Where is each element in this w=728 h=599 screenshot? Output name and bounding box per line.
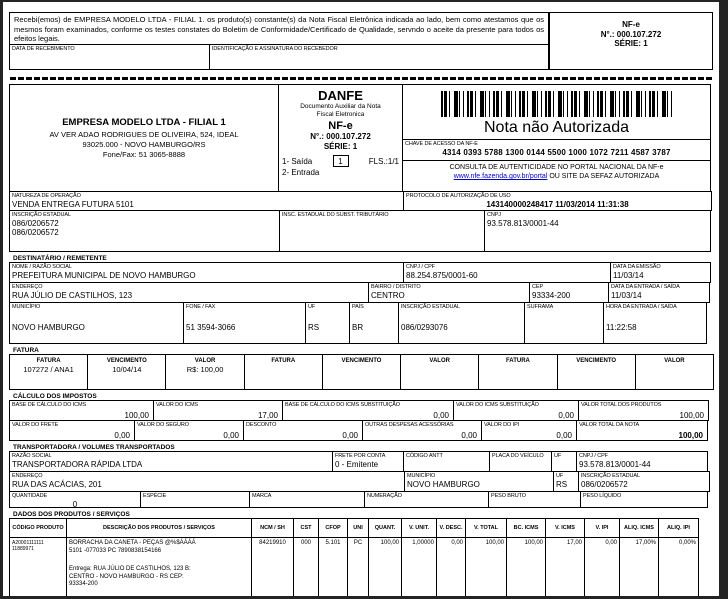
field-dest-inscricao-estadual — [398, 302, 525, 344]
field-inscricao-estadual-emitente — [9, 210, 280, 252]
dest-ie-value: 086/0293076 — [401, 322, 448, 332]
dest-uf-label: UF — [308, 304, 316, 310]
dest-municipio-value: NOVO HAMBURGO — [12, 322, 85, 332]
protocolo-value: 143140000248417 11/03/2014 11:31:38 — [486, 199, 629, 209]
canhoto-nfe-numero: N°.: 000.107.272 — [600, 29, 662, 39]
field-transp-razao-social: RAZÃO SOCIAL TRANSPORTADORA RÁPIDA LTDA — [9, 451, 333, 472]
fatura-3-valor: VALOR — [635, 354, 714, 390]
field-transp-uf-1: UF — [551, 451, 577, 472]
field-peso-liquido: PESO LÍQUIDO — [580, 491, 708, 508]
field-chave-acesso — [402, 139, 711, 161]
field-hora-entrada-saida — [603, 302, 707, 344]
fatura-3-vencimento: VENCIMENTO — [557, 354, 636, 390]
dest-cep-value: 93334-200 — [532, 290, 571, 300]
field-numeracao: NUMERAÇÃO — [364, 491, 489, 508]
data-entrada-value: 11/03/14 — [611, 290, 642, 300]
field-dest-cep — [529, 282, 609, 303]
section-impostos: CÁLCULO DOS IMPOSTOS — [13, 393, 97, 400]
emitente-nome: EMPRESA MODELO LTDA - FILIAL 1 — [62, 116, 226, 128]
fatura-3-numero: FATURA — [478, 354, 557, 390]
cnpj-emitente-value: 93.578.813/0001-44 — [487, 218, 559, 228]
dest-pais-value: BR — [352, 322, 364, 332]
produto-v-ipi: 0,00 — [584, 537, 620, 596]
danfe-title: DANFE — [318, 88, 363, 103]
produto-uni: PC — [347, 537, 369, 596]
field-dest-bairro — [368, 282, 530, 303]
produto-v-desc: 0,00 — [436, 537, 466, 596]
protocolo-label: PROTOCOLO DE AUTORIZAÇÃO DE USO — [406, 193, 511, 199]
field-dest-fone — [183, 302, 306, 344]
col-quant: QUANT. — [368, 518, 402, 538]
canhoto-left — [10, 13, 550, 70]
field-dest-pais — [349, 302, 399, 344]
col-v-ipi: V. IPI — [584, 518, 620, 538]
produto-descricao: BORRACHA DA CANETA - PEÇAS @%$ÁÁÁÁ 5101 -077033 PC 7890838154166 Entrega: RUA JÚLIO DE CASTILHOS, 123 B: CENTRO - NOVO HAMBURGO - RS CEP: 93334-200 — [66, 537, 252, 596]
dest-bairro-value: CENTRO — [371, 290, 405, 300]
receipt-text: Recebi(emos) de EMPRESA MODELO LTDA - FILIAL 1. os produto(s) constante(s) da Nota Fiscal Eletrônica indicada ao lado, bem como atestamos que os mesmos foram examinados, conforme os testes constates do Boletim de Conformidade/Certificado de Qualidade, servndo o aceite da presente para todos os efeitos legais. — [9, 12, 549, 45]
field-dest-uf — [305, 302, 350, 344]
field-placa-veiculo: PLACA DO VEÍCULO — [489, 451, 552, 472]
field-valor-icms: VALOR DO ICMS 17,00 — [153, 400, 283, 421]
field-data-entrada-saida — [608, 282, 710, 303]
produto-cst: 000 — [293, 537, 319, 596]
field-desconto: DESCONTO 0,00 — [243, 420, 363, 441]
col-bc-icms: BC. ICMS — [506, 518, 546, 538]
field-codigo-antt: CÓDIGO ANTT — [403, 451, 490, 472]
col-v-icms: V. ICMS — [545, 518, 585, 538]
field-valor-total-nota: VALOR TOTAL DA NOTA 100,00 — [576, 420, 708, 441]
dest-bairro-label: BAIRRO / DISTRITO — [371, 284, 421, 290]
dest-endereco-label: ENDEREÇO — [12, 284, 43, 290]
produto-codigo: A20001111111 11889971 — [9, 537, 67, 596]
produto-v-unit: 1,00000 — [401, 537, 437, 596]
valor-col-header: VALOR — [194, 358, 216, 364]
field-dest-endereco — [9, 282, 369, 303]
inscricao-estadual-label: INSCRIÇÃO ESTADUAL — [12, 212, 71, 218]
fatura-2-numero: FATURA — [244, 354, 323, 390]
field-dest-nome — [9, 262, 404, 283]
danfe-nfe: NF-e — [328, 120, 353, 132]
autorizacao-column — [403, 85, 712, 192]
canhoto — [10, 13, 714, 70]
fatura-2-vencimento: VENCIMENTO — [322, 354, 401, 390]
data-emissao-value: 11/03/14 — [613, 270, 644, 280]
col-ncm: NCM / SH — [251, 518, 294, 538]
field-data-recebimento — [9, 44, 210, 70]
produto-aliq-ipi: 0,00% — [658, 537, 699, 596]
field-quantidade: QUANTIDADE 0 — [9, 491, 141, 508]
field-valor-total-produtos: VALOR TOTAL DOS PRODUTOS 100,00 — [578, 400, 709, 421]
ie-subst-label: INSC. ESTADUAL DO SUBST. TRIBUTÁRIO — [282, 212, 389, 218]
field-valor-frete: VALOR DO FRETE 0,00 — [9, 420, 135, 441]
col-aliq-icms: ALIQ. ICMS — [619, 518, 659, 538]
field-dest-municipio — [9, 302, 184, 344]
field-ie-subst-tributario — [279, 210, 485, 252]
fatura-1-valor — [165, 354, 244, 390]
barcode-box — [402, 84, 711, 140]
status-nota-nao-autorizada: Nota não Autorizada — [484, 119, 629, 136]
col-v-total: V. TOTAL — [465, 518, 507, 538]
dest-municipio-label: MUNICÍPIO — [12, 304, 41, 310]
field-transp-cnpj: CNPJ / CPF 93.578.813/0001-44 — [576, 451, 708, 472]
danfe-document — [10, 13, 714, 596]
produto-v-icms: 17,00 — [545, 537, 585, 596]
section-produtos: DADOS DOS PRODUTOS / SERVIÇOS — [13, 511, 130, 518]
col-cst: CST — [293, 518, 319, 538]
danfe-box — [278, 84, 403, 192]
assinatura-recebedor-label: IDENTIFICAÇÃO E ASSINATURA DO RECEBEDOR — [212, 46, 338, 52]
fatura-1-valor-value: R$: 100,00 — [186, 365, 224, 374]
field-peso-bruto: PESO BRUTO — [488, 491, 581, 508]
consulta-line2 — [405, 172, 708, 181]
dest-fone-value: 51 3594-3066 — [186, 322, 236, 332]
field-protocolo-autorizacao — [403, 191, 712, 211]
dest-cnpj-label: CNPJ / CPF — [406, 264, 435, 270]
data-emissao-label: DATA DA EMISSÃO — [613, 264, 661, 270]
col-v-unit: V. UNIT. — [401, 518, 437, 538]
fatura-2-valor: VALOR — [400, 354, 479, 390]
field-assinatura-recebedor — [209, 44, 549, 70]
danfe-tipo-box: 1 — [333, 155, 349, 167]
inscricao-estadual-value-1: 086/0206572 — [12, 218, 59, 228]
dest-nome-label: NOME / RAZÃO SOCIAL — [12, 264, 72, 270]
danfe-serie: SÉRIE: 1 — [323, 142, 358, 151]
chave-acesso-label: CHAVE DE ACESSO DA NF-E — [405, 141, 478, 147]
col-cfop: CFOP — [318, 518, 348, 538]
produto-v-total: 100,00 — [465, 537, 507, 596]
field-transp-uf-2: UF RS — [553, 471, 579, 492]
danfe-fls: FLS.:1/1 — [368, 156, 399, 166]
danfe-subtitle-2: Fiscal Eletronica — [316, 110, 365, 118]
fatura-1-vencimento-value: 10/04/14 — [112, 365, 142, 374]
field-valor-icms-subst: VALOR DO ICMS SUBSTITUIÇÃO 0,00 — [453, 400, 579, 421]
data-entrada-label: DATA DA ENTRADA / SAÍDA — [611, 284, 680, 290]
field-transp-municipio: MUNICÍPIO NOVO HAMBURGO — [404, 471, 554, 492]
inscricao-estadual-value-2: 086/0206572 — [12, 228, 59, 237]
field-base-calculo-icms-subst: BASE DE CÁLCULO DO ICMS SUBSTITUIÇÃO 0,00 — [282, 400, 454, 421]
produto-cfop: 5.101 — [318, 537, 348, 596]
field-valor-ipi: VALOR DO IPI 0,00 — [481, 420, 577, 441]
dest-nome-value: PREFEITURA MUNICIPAL DE NOVO HAMBURGO — [12, 270, 196, 280]
section-destinatario: DESTINATÁRIO / REMETENTE — [13, 255, 107, 262]
produto-quant: 100,00 — [368, 537, 402, 596]
danfe-page — [3, 2, 719, 596]
canhoto-nfe-title: NF-e — [622, 20, 640, 29]
emitente-box — [9, 84, 279, 192]
section-transportadora: TRANSPORTADORA / VOLUMES TRANSPORTADOS — [13, 444, 175, 451]
natureza-operacao-label: NATUREZA DE OPERAÇÃO — [12, 193, 81, 199]
canhoto-nfe-box — [549, 12, 713, 70]
col-aliq-ipi: ALIQ. IPI — [658, 518, 699, 538]
dest-endereco-value: RUA JÚLIO DE CASTILHOS, 123 — [12, 290, 133, 300]
field-outras-despesas: OUTRAS DESPESAS ACESSÓRIAS 0,00 — [362, 420, 482, 441]
hora-entrada-value: 11:22:58 — [606, 322, 637, 332]
field-transp-endereco: ENDEREÇO RUA DAS ACÁCIAS, 201 — [9, 471, 405, 492]
danfe-entrada-label: 2- Entrada — [282, 168, 320, 177]
field-cnpj-emitente — [484, 210, 711, 252]
field-marca: MARCA — [249, 491, 365, 508]
dest-pais-label: PAÍS — [352, 304, 364, 310]
header-block — [10, 85, 714, 192]
suframa-value — [527, 311, 601, 323]
produtos-header-row — [10, 519, 714, 538]
hora-entrada-label: HORA DA ENTRADA / SAÍDA — [606, 304, 677, 310]
field-data-emissao — [610, 262, 711, 283]
field-transp-inscricao-estadual: INSCRIÇÃO ESTADUAL 086/0206572 — [578, 471, 710, 492]
emitente-cidade: 93025.000 - NOVO HAMBURGO/RS — [82, 139, 206, 149]
consulta-line1: CONSULTA DE AUTENTICIDADE NO PORTAL NACIONAL DA NF-e — [449, 164, 664, 171]
fatura-1-vencimento — [87, 354, 166, 390]
dest-cnpj-value: 88.254.875/0001-60 — [406, 270, 478, 280]
barcode — [441, 91, 673, 117]
suframa-label: SUFRAMA — [527, 304, 554, 310]
field-dest-cnpj — [403, 262, 611, 283]
danfe-numero: N°.: 000.107.272 — [310, 132, 371, 141]
portal-link[interactable]: www.nfe.fazenda.gov.br/portal — [453, 173, 548, 180]
emitente-endereco: AV VER ADAO RODRIGUES DE OLIVEIRA, 524, IDEAL — [49, 129, 239, 139]
col-codigo-produto: CÓDIGO PRODUTO — [9, 518, 67, 538]
emitente-fone: Fone/Fax: 51 3065-8888 — [102, 149, 186, 159]
cnpj-emitente-label: CNPJ — [487, 212, 501, 218]
col-descricao: DESCRIÇÃO DOS PRODUTOS / SERVIÇOS — [66, 518, 252, 538]
col-uni: UNI — [347, 518, 369, 538]
canhoto-nfe-serie: SÉRIE: 1 — [614, 39, 648, 48]
col-v-desc: V. DESC. — [436, 518, 466, 538]
vencimento-col-header: VENCIMENTO — [106, 358, 147, 364]
field-frete-por-conta: FRETE POR CONTA 0 - Emitente — [332, 451, 404, 472]
dest-ie-label: INSCRIÇÃO ESTADUAL — [401, 304, 460, 310]
section-fatura: FATURA — [13, 347, 39, 354]
data-recebimento-label: DATA DE RECEBIMENTO — [12, 46, 75, 52]
produto-row — [10, 538, 714, 596]
consulta-suffix: OU SITE DA SEFAZ AUTORIZADA — [547, 173, 660, 180]
danfe-subtitle-1: Documento Auxiliar da Nota — [300, 103, 381, 110]
fatura-1-numero-value: 107272 / ANA1 — [23, 365, 74, 374]
tear-line — [10, 77, 714, 80]
produto-bc-icms: 100,00 — [506, 537, 546, 596]
field-base-calculo-icms: BASE DE CÁLCULO DO ICMS 100,00 — [9, 400, 154, 421]
dest-uf-value: RS — [308, 322, 320, 332]
danfe-saida-label: 1- Saída — [282, 156, 313, 166]
chave-acesso-value: 4314 0393 5788 1300 0144 5500 1000 1072 7211 4587 3787 — [442, 147, 671, 157]
field-natureza-operacao — [9, 191, 404, 211]
dest-fone-label: FONE / FAX — [186, 304, 216, 310]
field-suframa — [524, 302, 604, 344]
fatura-1-numero — [9, 354, 88, 390]
produto-aliq-icms: 17,00% — [619, 537, 659, 596]
field-especie: ESPÉCIE — [140, 491, 250, 508]
produto-ncm: 84219910 — [251, 537, 294, 596]
dest-cep-label: CEP — [532, 284, 544, 290]
natureza-operacao-value: VENDA ENTREGA FUTURA 5101 — [12, 199, 134, 209]
field-valor-seguro: VALOR DO SEGURO 0,00 — [134, 420, 244, 441]
fatura-col-header: FATURA — [36, 358, 61, 364]
consulta-box — [402, 160, 711, 192]
